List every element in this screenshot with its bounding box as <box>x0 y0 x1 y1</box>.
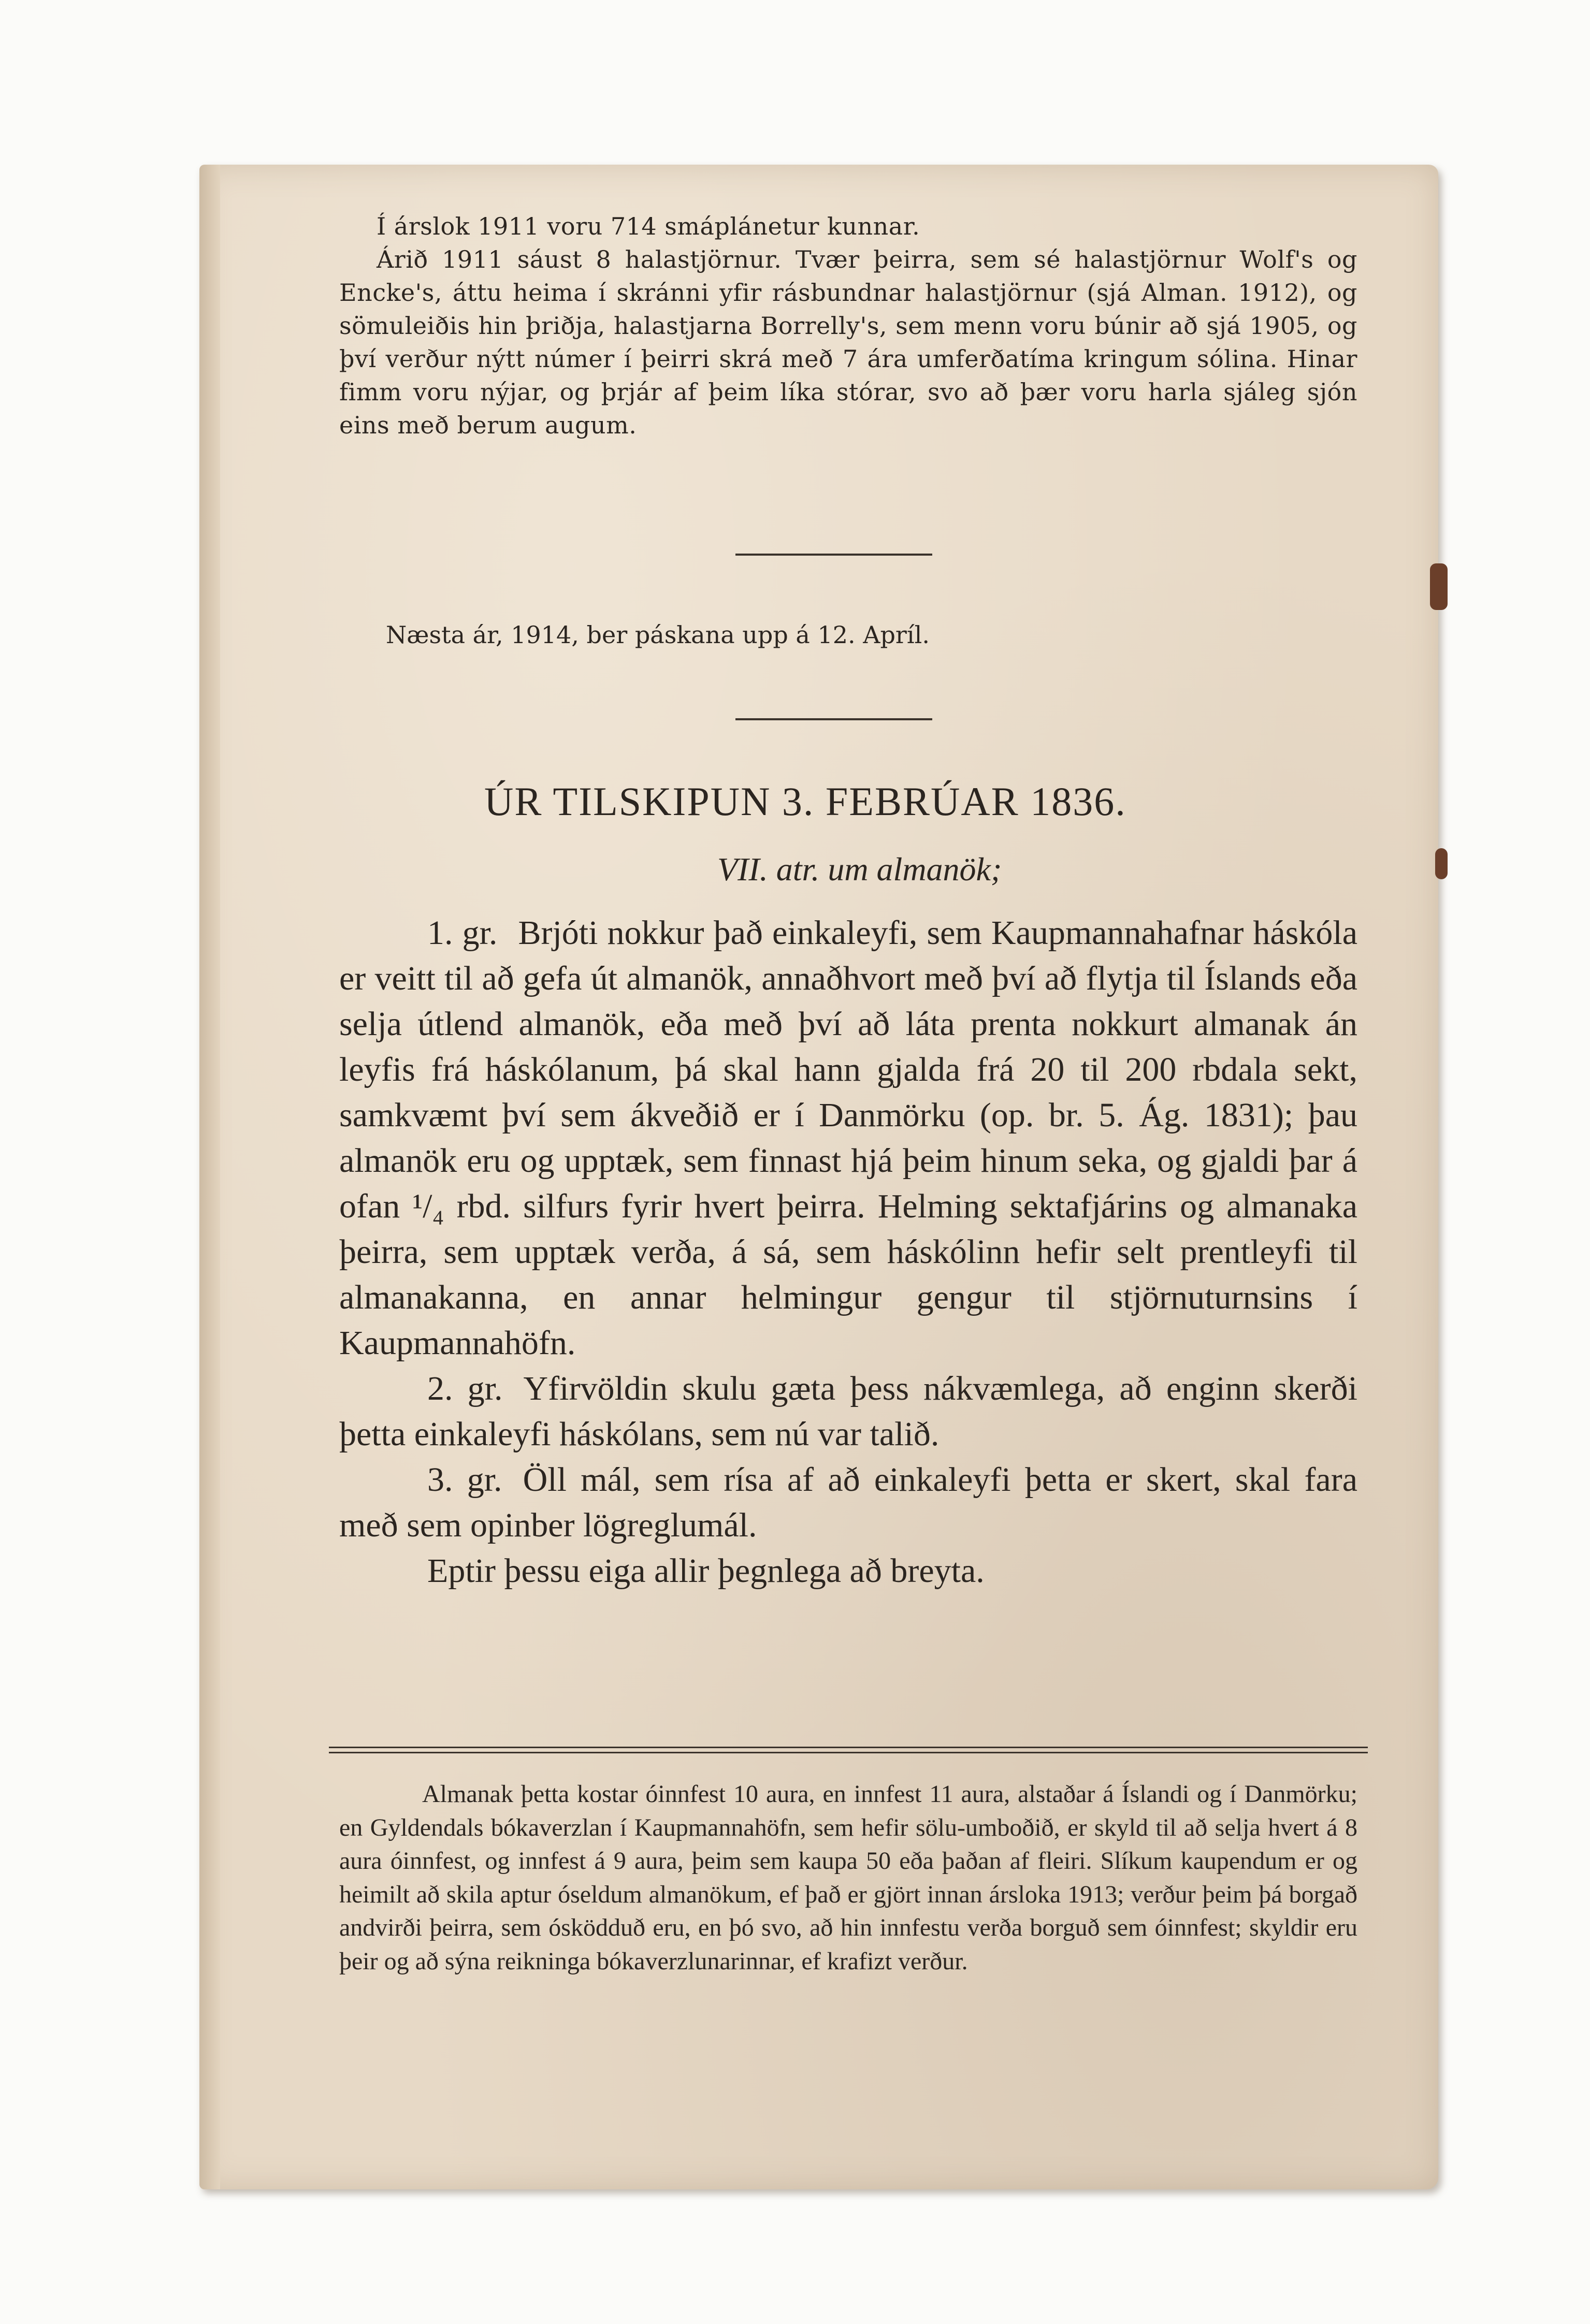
price-note: Almanak þetta kostar óinnfest 10 aura, en innfest 11 aura, alstaðar á Íslandi og í Danmörku; en Gyldendals bókaverzlan í Kaupmannahöfn, sem hefir sölu-umboðið, er skyld til að selja hvert á 8 aura óinnfest, og innfest á 9 aura, þeim sem kaupa 50 eða þaðan af fleiri. Slíkum kaupendum er og heimilt að skila aptur óseldum almanökum, ef það er gjört innan ársloka 1913; verður þeim þá borgað andvirði þeirra, sem ósködduð eru, en þó svo, að hin innfestu verða borguð sem óinnfest; skyldir eru þeir og að sýna reikninga bókaverzlunarinnar, ef krafizt verður. <box>339 1780 1357 1975</box>
article-1-number: 1. gr. <box>427 914 498 952</box>
article-1 <box>339 910 1357 1366</box>
decree-subtitle: VII. atr. um almanök; <box>717 851 1002 888</box>
page-spine <box>199 165 220 2189</box>
torn-edge-mark <box>1435 848 1448 879</box>
article-2-text: Yfirvöldin skulu gæta þess nákvæmlega, að enginn skerði þetta einkaleyfi háskólans, sem nú var talið. <box>339 1370 1357 1453</box>
article-1-text: Brjóti nokkur það einkaleyfi, sem Kaupmannahafnar háskóla er veitt til að gefa út almanök, annaðhvort með því að flytja til Íslands eða selja útlend almanök, eða með því að láta prenta nokkurt almanak án leyfis frá háskólanum, þá skal hann gjalda frá 20 til 200 rbdala sekt, samkvæmt því sem ákveðið er í Danmörku (op. br. 5. Ág. 1831); þau almanök eru og upptæk, sem finnast hjá þeim hinum seka, og gjaldi þar á ofan ¹/₄ rbd. silfurs fyrir hvert þeirra. Helming sektafjárins og almanaka þeirra, sem upptæk verða, á sá, sem háskólinn hefir selt prentleyfi til almanakanna, en annar helmingur gengur til stjörnuturnsins í Kaupmannahöfn. <box>339 914 1357 1362</box>
separator-rule <box>735 554 932 556</box>
article-3 <box>339 1457 1357 1548</box>
article-2-number: 2. gr. <box>427 1370 503 1407</box>
small-planets-paragraph: Í árslok 1911 voru 714 smáplánetur kunnar. <box>377 212 920 240</box>
almanac-page <box>199 165 1438 2189</box>
double-rule-bottom <box>329 1752 1368 1753</box>
article-3-text: Öll mál, sem rísa af að einkaleyfi þetta er skert, skal fara með sem opinber lögreglumál. <box>339 1461 1357 1544</box>
decree-body <box>339 910 1357 1594</box>
top-section <box>339 210 1357 442</box>
comets-paragraph: Árið 1911 sáust 8 halastjörnur. Tvær þeirra, sem sé halastjörnur Wolf's og Encke's, áttu heima í skránni yfir rásbundnar halastjörnur (sjá Alman. 1912), og sömuleiðis hin þriðja, halastjarna Borrelly's, sem menn voru búnir að sjá 1905, og því verður nýtt númer í þeirri skrá með 7 ára umferðatíma kringum sólina. Hinar fimm voru nýjar, og þrjár af þeim líka stórar, svo að þær voru harla sjáleg sjón eins með berum augum. <box>339 245 1357 439</box>
decree-closing: Eptir þessu eiga allir þegnlega að breyta. <box>427 1552 985 1590</box>
article-2 <box>339 1366 1357 1457</box>
article-3-number: 3. gr. <box>427 1461 502 1499</box>
torn-edge-mark <box>1430 563 1448 610</box>
decree-title: ÚR TILSKIPUN 3. FEBRÚAR 1836. <box>484 779 1126 824</box>
double-rule-top <box>329 1747 1368 1748</box>
easter-note: Næsta ár, 1914, ber páskana upp á 12. Apríl. <box>386 621 930 649</box>
separator-rule <box>735 718 932 720</box>
price-note-section <box>339 1778 1357 1978</box>
